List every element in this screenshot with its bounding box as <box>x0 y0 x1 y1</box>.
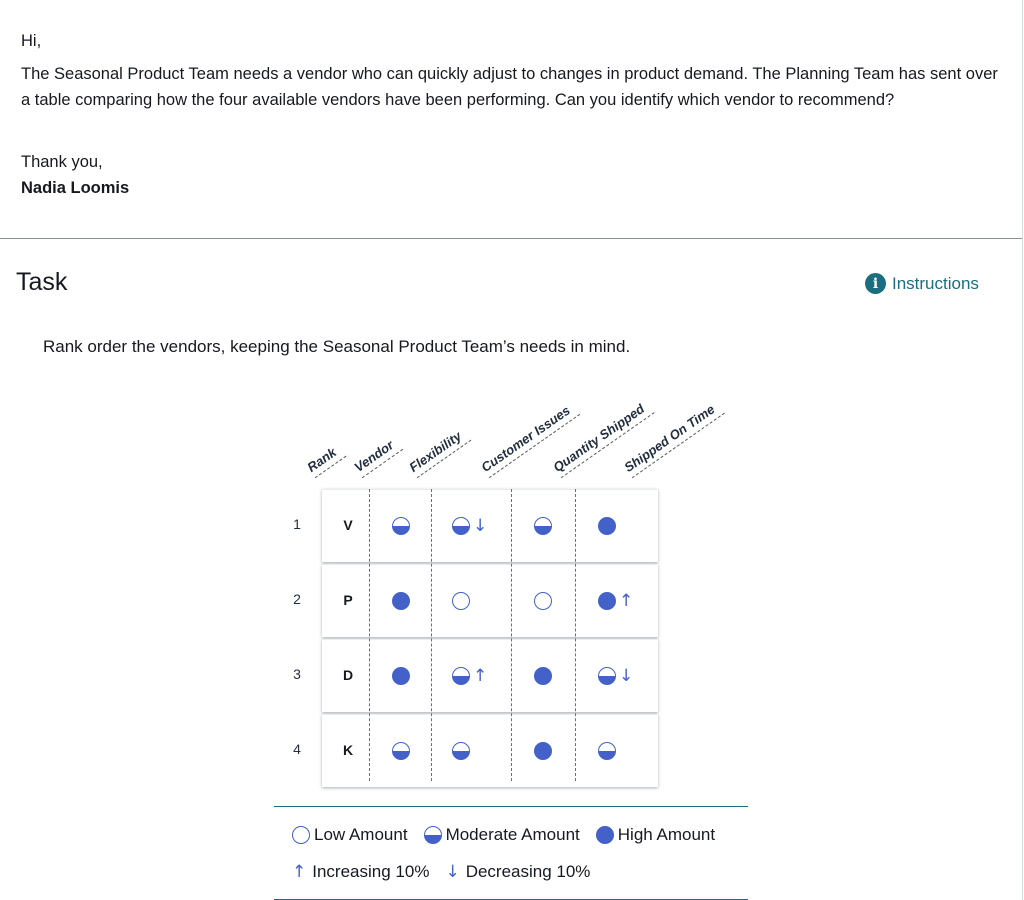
email-signature: Nadia Loomis <box>21 179 130 197</box>
legend-high-label: High Amount <box>617 825 716 844</box>
legend-high <box>596 825 715 845</box>
vendor-letter: P <box>343 592 353 608</box>
indicator-cell <box>598 490 616 562</box>
low-amount-icon <box>534 592 552 610</box>
down-arrow-icon: ↓ <box>473 515 488 536</box>
high-amount-icon <box>598 592 616 610</box>
email-panel <box>0 0 1023 239</box>
email-greeting: Hi, <box>21 32 42 50</box>
indicator-cell <box>452 490 487 562</box>
vendor-letter: K <box>342 742 354 758</box>
up-arrow-icon: ↑ <box>473 665 488 686</box>
legend-low-label: Low Amount <box>314 825 408 844</box>
column-header-quantity-shipped: Quantity Shipped <box>550 400 648 475</box>
indicator-cell <box>534 640 552 712</box>
rank-number-1: 1 <box>293 516 301 532</box>
legend-decreasing-label: Decreasing 10% <box>465 862 591 881</box>
moderate-amount-icon <box>598 667 616 685</box>
legend-increasing-label: Increasing 10% <box>312 862 430 881</box>
low-amount-icon <box>292 826 310 844</box>
indicator-cell <box>534 715 552 787</box>
indicator-cell <box>598 565 633 637</box>
column-header-rank: Rank <box>304 444 340 475</box>
moderate-amount-icon <box>534 517 552 535</box>
column-header-customer-issues: Customer Issues <box>478 402 573 475</box>
column-divider <box>511 489 512 781</box>
high-amount-icon <box>534 742 552 760</box>
down-arrow-icon: ↓ <box>619 665 634 686</box>
email-thanks: Thank you, <box>21 153 103 171</box>
vendor-row[interactable] <box>322 714 658 787</box>
rank-number-2: 2 <box>293 591 301 607</box>
legend-decreasing <box>445 862 590 882</box>
info-icon: i <box>865 273 886 294</box>
column-divider <box>431 489 432 781</box>
indicator-cell <box>534 490 552 562</box>
up-arrow-icon: ↑ <box>292 862 307 882</box>
moderate-amount-icon <box>452 742 470 760</box>
down-arrow-icon: ↓ <box>445 862 460 882</box>
moderate-amount-icon <box>424 826 442 844</box>
vendor-row[interactable] <box>322 489 658 562</box>
column-divider <box>369 489 370 781</box>
rank-number-3: 3 <box>293 666 301 682</box>
indicator-cell <box>452 715 470 787</box>
up-arrow-icon: ↑ <box>619 590 634 611</box>
vendor-letter: V <box>343 517 353 533</box>
indicator-cell <box>392 565 410 637</box>
column-header-vendor: Vendor <box>351 437 397 475</box>
column-divider <box>575 489 576 781</box>
instructions-label: Instructions <box>892 273 979 293</box>
low-amount-icon <box>452 592 470 610</box>
indicator-cell <box>598 640 633 712</box>
moderate-amount-icon <box>598 742 616 760</box>
high-amount-icon <box>392 667 410 685</box>
legend <box>274 806 748 900</box>
high-amount-icon <box>598 517 616 535</box>
vendor-letter: D <box>342 667 354 683</box>
high-amount-icon <box>392 592 410 610</box>
indicator-cell <box>452 565 470 637</box>
indicator-cell <box>392 715 410 787</box>
moderate-amount-icon <box>452 517 470 535</box>
high-amount-icon <box>534 667 552 685</box>
indicator-cell <box>534 565 552 637</box>
vendor-row[interactable] <box>322 564 658 637</box>
legend-moderate-label: Moderate Amount <box>445 825 580 844</box>
column-header-flexibility: Flexibility <box>406 428 465 475</box>
column-header-shipped-on-time: Shipped On Time <box>621 401 718 475</box>
indicator-cell <box>452 640 487 712</box>
task-prompt: Rank order the vendors, keeping the Seasonal Product Team’s needs in mind. <box>43 337 631 356</box>
high-amount-icon <box>596 826 614 844</box>
indicator-cell <box>392 490 410 562</box>
legend-increasing <box>292 862 429 882</box>
vendor-row[interactable] <box>322 639 658 712</box>
moderate-amount-icon <box>452 667 470 685</box>
task-title: Task <box>16 268 68 296</box>
moderate-amount-icon <box>392 742 410 760</box>
instructions-link[interactable] <box>865 273 979 294</box>
email-body: The Seasonal Product Team needs a vendor who can quickly adjust to changes in product demand. The Planning Team has sent over a table comparing how the four available vendors have been performing. Can you identify which vendor to recommend? <box>21 65 998 109</box>
moderate-amount-icon <box>392 517 410 535</box>
legend-low <box>292 825 408 845</box>
panel-border <box>1022 238 1023 900</box>
legend-moderate <box>424 825 580 845</box>
rank-number-4: 4 <box>293 741 301 757</box>
indicator-cell <box>392 640 410 712</box>
indicator-cell <box>598 715 616 787</box>
